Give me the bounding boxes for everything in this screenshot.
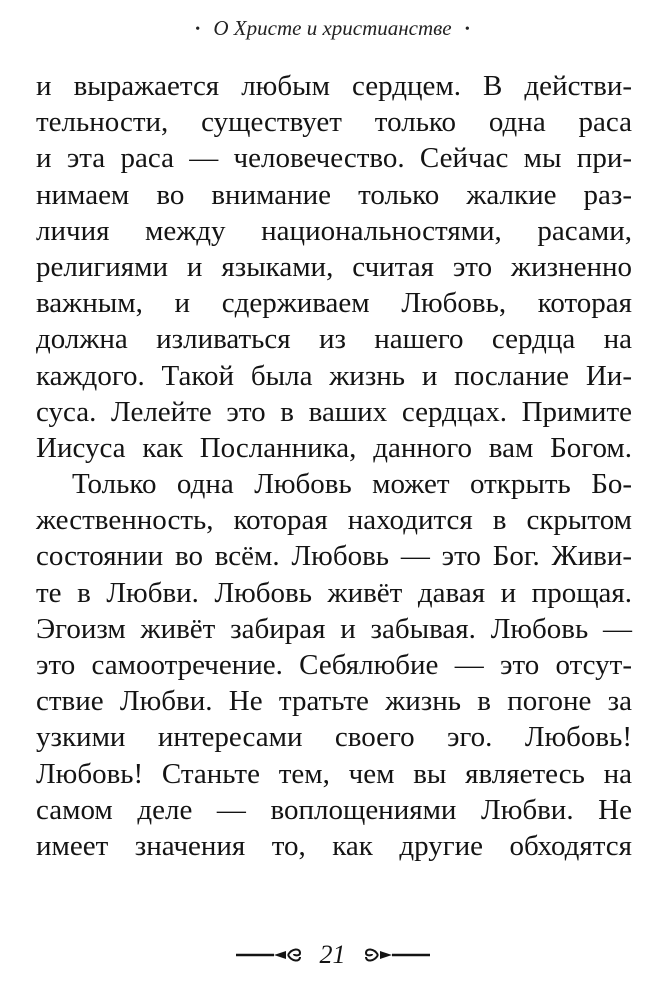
text-line: каждого. Такой была жизнь и послание Ии- (36, 359, 632, 392)
header-title: О Христе и христианстве (213, 16, 452, 40)
text-line: важным, и сдерживаем Любовь, которая (36, 287, 632, 320)
text-line: личия между национальностями, расами, (36, 214, 632, 247)
text-line: и выражается любым сердцем. В действи- (36, 70, 632, 102)
text-line: и эта раса — человечество. Сейчас мы при- (36, 142, 632, 175)
text-line: ствие Любви. Не тратьте жизнь в погоне за (36, 685, 632, 718)
text-line: нимаем во внимание только жалкие раз- (36, 178, 632, 211)
text-line: Эгоизм живёт забирая и забывая. Любовь — (36, 612, 632, 645)
left-ornament-icon (234, 946, 304, 964)
text-line: имеет значения то, как другие обходятся (36, 829, 632, 862)
text-line: должна изливаться из нашего сердца на (36, 323, 632, 356)
right-ornament-icon (362, 946, 432, 964)
text-line: Любовь! Станьте тем, чем вы являетесь на (36, 757, 632, 790)
header-bullet-right: • (464, 22, 470, 37)
page-body (36, 68, 632, 864)
page-number: 21 (319, 940, 346, 969)
text-line: жественность, которая находится в скрытом (36, 504, 632, 537)
text-line: Иисуса как Посланника, данного вам Богом. (36, 431, 632, 464)
header-bullet-left: • (195, 22, 201, 37)
running-header (0, 16, 665, 41)
text-line: Только одна Любовь может открыть Бо- (72, 468, 632, 501)
page-footer (0, 940, 665, 970)
text-line: состоянии во всём. Любовь — это Бог. Живи- (36, 540, 632, 573)
text-line: тельности, существует только одна раса (36, 106, 632, 139)
text-line: самом деле — воплощениями Любви. Не (36, 793, 632, 826)
text-line: религиями и языками, считая это жизненно (36, 250, 632, 283)
text-line: суса. Лелейте это в ваших сердцах. Примите (36, 395, 632, 428)
text-line: те в Любви. Любовь живёт давая и прощая. (36, 576, 632, 609)
text-line: узкими интересами своего эго. Любовь! (36, 721, 632, 754)
text-line: это самоотречение. Себялюбие — это отсут- (36, 649, 632, 681)
